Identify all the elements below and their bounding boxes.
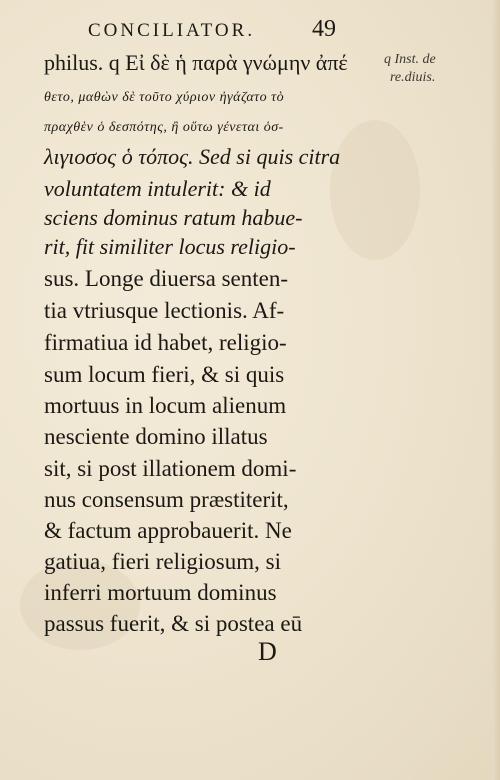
text-line: λιγιοσος ὁ τόπος. Sed si quis citra: [44, 144, 341, 169]
text-line: rit, fit similiter locus religio-: [44, 234, 296, 259]
text-line: sit, si post illationem domi-: [44, 456, 297, 481]
page-number: 49: [312, 16, 336, 42]
paper-stain: [330, 120, 420, 260]
text-line-greek: θετο, μαθὼν δὲ τοῦτο χύριον ἠγάζατο τὸ: [44, 90, 285, 105]
text-line: sciens dominus ratum habue-: [44, 205, 303, 230]
text-line: nus consensum præstiterit,: [44, 487, 289, 512]
margin-note: re.diuis.: [390, 70, 436, 85]
text-line: inferri mortuum dominus: [44, 580, 277, 605]
text-line: passus fuerit, & si postea eū: [44, 611, 303, 636]
text-line: firmatiua id habet, religio-: [44, 330, 287, 355]
page-edge: [492, 0, 500, 780]
text-line: philus. q Εἰ δὲ ἡ παρὰ γνώμην ἀπέ: [44, 50, 348, 75]
margin-note: q Inst. de: [384, 52, 436, 67]
text-line: gatiua, fieri religiosum, si: [44, 549, 281, 574]
text-line: tia vtriusque lectionis. Af-: [44, 298, 285, 323]
text-line: nesciente domino illatus: [44, 424, 268, 449]
text-line: voluntatem intulerit: & id: [44, 176, 271, 201]
running-head: CONCILIATOR.: [88, 20, 256, 41]
text-line-greek: πραχθὲν ὁ δεσπότης, ἢ οὕτω γένεται ὁσ-: [44, 120, 284, 135]
signature-mark: D: [258, 637, 277, 666]
text-line: mortuus in locum alienum: [44, 393, 287, 418]
text-line: sus. Longe diuersa senten-: [44, 266, 288, 291]
text-line: sum locum fieri, & si quis: [44, 362, 285, 387]
text-line: & factum approbauerit. Ne: [44, 518, 292, 543]
